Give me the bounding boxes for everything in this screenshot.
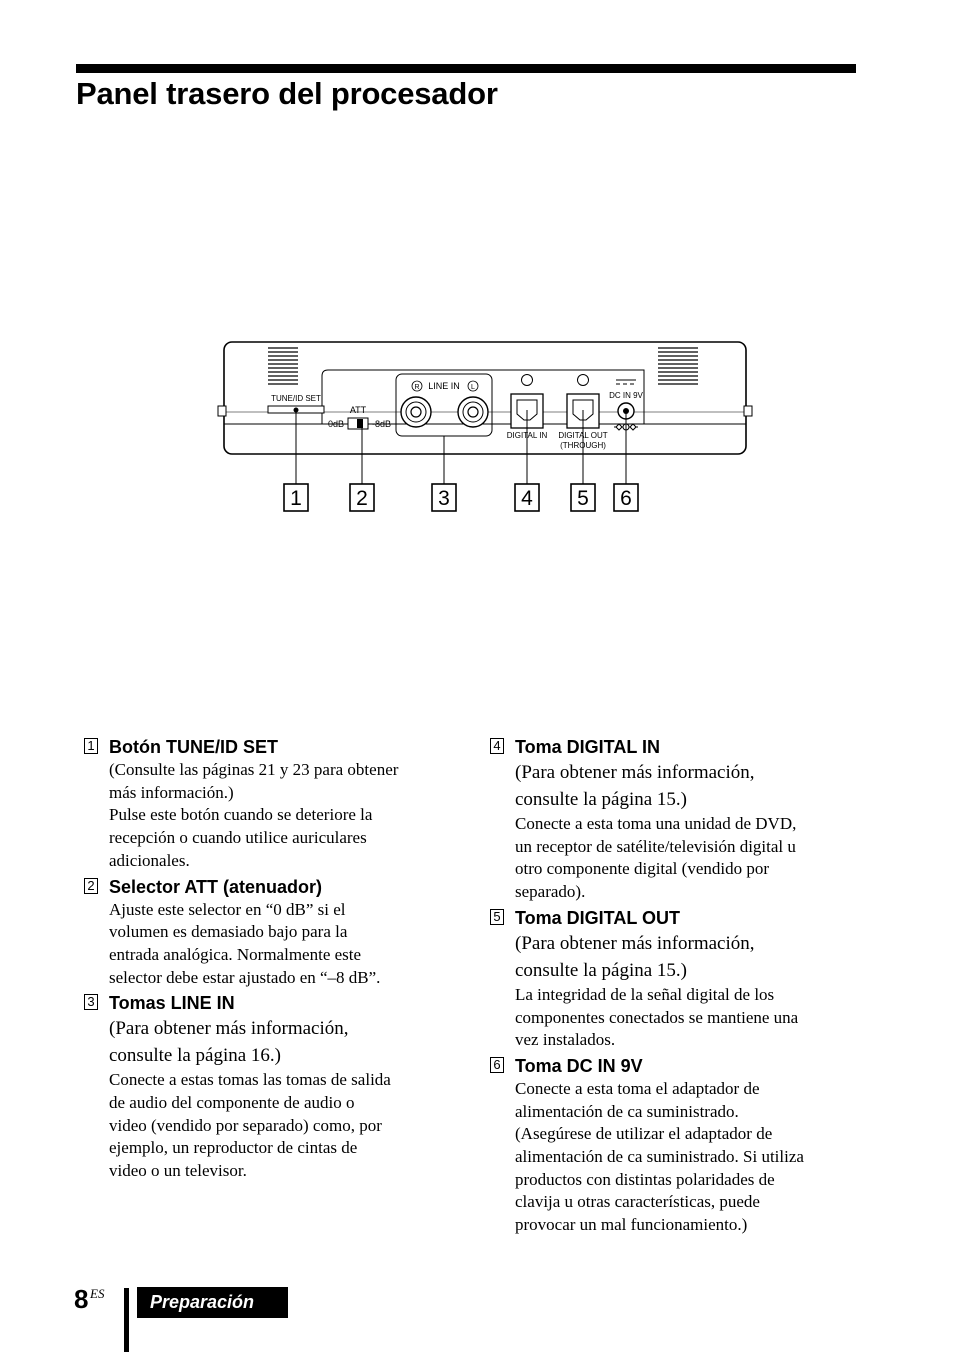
item-text: volumen es demasiado bajo para la	[109, 922, 348, 942]
item-text: más información.)	[109, 782, 234, 802]
item-text: recepción o cuando utilice auriculares	[109, 828, 367, 848]
item-text: (Consulte las páginas 21 y 23 para obtener	[109, 760, 399, 779]
item-text: un receptor de satélite/televisión digital u	[515, 836, 796, 856]
item-heading: Toma DC IN 9V	[515, 1055, 643, 1076]
item-1	[84, 736, 456, 873]
title-rule	[76, 64, 856, 73]
item-text: alimentación de ca suministrado. Si utiliza	[515, 1147, 804, 1167]
item-text: provocar un mal funcionamiento.)	[515, 1215, 748, 1235]
line-in-l-mark: L	[471, 384, 475, 391]
section-tab: Preparación	[137, 1287, 288, 1318]
dc-in-label: DC IN 9V	[609, 391, 643, 400]
item-text: selector debe estar ajustado en “–8 dB”.	[109, 967, 381, 987]
item-text: adicionales.	[109, 850, 190, 870]
svg-text:6: 6	[620, 487, 632, 510]
item-text: productos con distintas polaridades de	[515, 1169, 775, 1189]
item-reference: consulte la página 15.)	[515, 959, 688, 981]
line-in-l-jack[interactable]	[458, 397, 488, 427]
item-heading: Selector ATT (atenuador)	[109, 876, 323, 897]
digital-out-through-label: (THROUGH)	[560, 441, 606, 450]
item-reference: (Para obtener más información,	[515, 762, 755, 783]
item-number: 1	[84, 738, 98, 754]
item-heading: Toma DIGITAL IN	[515, 737, 661, 757]
digital-in-cap-icon	[522, 375, 533, 386]
page-language-suffix: ES	[90, 1286, 105, 1301]
svg-text:2: 2	[356, 487, 368, 510]
tune-id-set-label: TUNE/ID SET	[271, 394, 321, 403]
left-column	[84, 736, 456, 1186]
item-text: vez instalados.	[515, 1030, 616, 1050]
callout-1	[284, 484, 308, 511]
callout-4	[515, 484, 539, 511]
att-8db-label: -8dB	[372, 419, 392, 429]
digital-out-cap-icon	[578, 375, 589, 386]
page-title: Panel trasero del procesador	[76, 76, 498, 111]
item-text: entrada analógica. Normalmente este	[109, 944, 362, 964]
item-text: Conecte a esta toma una unidad de DVD,	[515, 814, 797, 833]
item-5	[490, 907, 862, 1052]
item-text: componentes conectados se mantiene una	[515, 1007, 799, 1027]
item-reference: consulte la página 16.)	[109, 1045, 282, 1067]
item-4	[490, 736, 862, 904]
item-reference: (Para obtener más información,	[515, 932, 755, 954]
item-text: Ajuste este selector en “0 dB” si el	[109, 899, 346, 919]
item-text: video (vendido por separado) como, por	[109, 1115, 382, 1135]
item-text: otro componente digital (vendido por	[515, 859, 769, 879]
item-6	[490, 1055, 862, 1237]
item-text: de audio del componente de audio o	[109, 1093, 355, 1113]
line-in-label: LINE IN	[428, 381, 460, 391]
line-in-r-mark: R	[414, 384, 420, 391]
footer-divider	[124, 1288, 129, 1352]
item-number: 3	[84, 994, 98, 1010]
item-text: ejemplo, un reproductor de cintas de	[109, 1138, 358, 1158]
item-number: 6	[490, 1057, 504, 1073]
item-text: Conecte a estas tomas las tomas de salida	[109, 1070, 391, 1090]
digital-out-label: DIGITAL OUT	[558, 431, 608, 440]
item-reference: (Para obtener más información,	[109, 1018, 349, 1040]
item-reference: consulte la página 15.)	[515, 789, 688, 810]
callout-3	[432, 484, 456, 511]
item-text: Conecte a esta toma el adaptador de	[515, 1078, 760, 1098]
item-3	[84, 992, 456, 1183]
item-number: 4	[490, 738, 504, 754]
item-number: 2	[84, 878, 98, 894]
right-column	[490, 736, 862, 1240]
att-label: ATT	[349, 405, 367, 415]
digital-in-label: DIGITAL IN	[506, 431, 548, 440]
item-text: La integridad de la señal digital de los	[515, 984, 775, 1004]
callout-2	[350, 484, 374, 511]
callout-5	[571, 484, 595, 511]
item-heading: Toma DIGITAL OUT	[515, 907, 680, 928]
rear-panel-diagram	[212, 330, 760, 520]
item-heading: Tomas LINE IN	[109, 993, 235, 1014]
item-text: clavija u otras características, puede	[515, 1192, 760, 1212]
svg-text:5: 5	[577, 487, 589, 510]
item-text: video o un televisor.	[109, 1161, 247, 1181]
item-heading: Botón TUNE/ID SET	[109, 737, 278, 757]
item-text: Pulse este botón cuando se deteriore la	[109, 805, 373, 825]
callout-6	[614, 484, 638, 511]
line-in-r-jack[interactable]	[401, 397, 431, 427]
item-text: (Asegúrese de utilizar el adaptador de	[515, 1124, 773, 1144]
item-text: separado).	[515, 882, 586, 902]
item-number: 5	[490, 909, 504, 925]
page-number: 8	[74, 1284, 89, 1314]
svg-text:4: 4	[521, 487, 533, 510]
svg-text:3: 3	[438, 487, 450, 510]
item-text: alimentación de ca suministrado.	[515, 1101, 739, 1121]
svg-text:1: 1	[290, 487, 302, 510]
att-0db-label: 0dB	[328, 419, 345, 429]
item-2	[84, 876, 456, 990]
